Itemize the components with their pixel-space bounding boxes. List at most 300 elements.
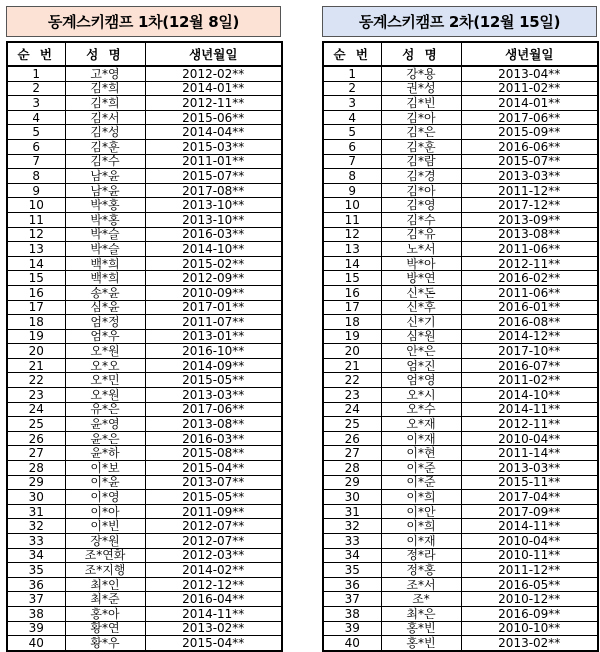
cell-name: 박*슬 bbox=[65, 227, 145, 242]
table-row bbox=[323, 125, 598, 140]
cell-birthdate: 2012-12** bbox=[145, 577, 282, 592]
table-row bbox=[323, 315, 598, 330]
table-row bbox=[7, 606, 282, 621]
cell-birthdate: 2014-04** bbox=[145, 125, 282, 140]
cell-birthdate: 2011-09** bbox=[145, 504, 282, 519]
cell-name: 김*수 bbox=[65, 154, 145, 169]
cell-number: 26 bbox=[323, 431, 381, 446]
cell-name: 유*은 bbox=[65, 402, 145, 417]
table-row bbox=[7, 592, 282, 607]
cell-name: 송*윤 bbox=[65, 285, 145, 300]
cell-name: 최*인 bbox=[65, 577, 145, 592]
cell-birthdate: 2015-06** bbox=[145, 110, 282, 125]
cell-name: 김*훈 bbox=[381, 139, 461, 154]
cell-name: 김*빈 bbox=[381, 96, 461, 111]
cell-name: 김*성 bbox=[65, 125, 145, 140]
cell-name: 이*윤 bbox=[65, 475, 145, 490]
cell-number: 24 bbox=[7, 402, 65, 417]
cell-birthdate: 2015-04** bbox=[145, 636, 282, 651]
cell-birthdate: 2016-04** bbox=[145, 592, 282, 607]
table-row bbox=[323, 446, 598, 461]
cell-birthdate: 2014-12** bbox=[461, 329, 598, 344]
header-number: 순 번 bbox=[323, 42, 381, 66]
header-name: 성 명 bbox=[65, 42, 145, 66]
cell-birthdate: 2010-11** bbox=[461, 548, 598, 563]
cell-birthdate: 2015-07** bbox=[461, 154, 598, 169]
cell-name: 오*재 bbox=[381, 417, 461, 432]
cell-name: 박*홍 bbox=[65, 198, 145, 213]
cell-birthdate: 2011-02** bbox=[461, 373, 598, 388]
table-row bbox=[323, 621, 598, 636]
cell-birthdate: 2011-12** bbox=[461, 183, 598, 198]
table-row bbox=[323, 256, 598, 271]
table-row bbox=[7, 402, 282, 417]
cell-name: 홍*빈 bbox=[381, 636, 461, 651]
cell-number: 22 bbox=[323, 373, 381, 388]
cell-birthdate: 2012-07** bbox=[145, 519, 282, 534]
cell-number: 10 bbox=[7, 198, 65, 213]
table-row bbox=[7, 636, 282, 651]
cell-name: 박*홍 bbox=[65, 212, 145, 227]
cell-number: 16 bbox=[323, 285, 381, 300]
cell-birthdate: 2013-10** bbox=[145, 212, 282, 227]
cell-number: 9 bbox=[323, 183, 381, 198]
cell-name: 엄*정 bbox=[65, 315, 145, 330]
cell-birthdate: 2010-04** bbox=[461, 534, 598, 549]
cell-birthdate: 2016-08** bbox=[461, 315, 598, 330]
cell-name: 윤*하 bbox=[65, 446, 145, 461]
cell-birthdate: 2017-01** bbox=[145, 300, 282, 315]
cell-birthdate: 2011-01** bbox=[145, 154, 282, 169]
cell-birthdate: 2013-08** bbox=[461, 227, 598, 242]
cell-number: 13 bbox=[7, 242, 65, 257]
table-row bbox=[323, 373, 598, 388]
cell-number: 11 bbox=[7, 212, 65, 227]
cell-birthdate: 2012-02** bbox=[145, 66, 282, 81]
cell-number: 36 bbox=[7, 577, 65, 592]
cell-number: 6 bbox=[323, 139, 381, 154]
cell-name: 엄*진 bbox=[381, 358, 461, 373]
header-birthdate: 생년월일 bbox=[461, 42, 598, 66]
cell-birthdate: 2012-07** bbox=[145, 534, 282, 549]
table-row bbox=[7, 490, 282, 505]
cell-birthdate: 2016-03** bbox=[145, 227, 282, 242]
table-row bbox=[7, 519, 282, 534]
cell-number: 17 bbox=[323, 300, 381, 315]
cell-number: 4 bbox=[323, 110, 381, 125]
cell-number: 21 bbox=[323, 358, 381, 373]
cell-number: 27 bbox=[323, 446, 381, 461]
cell-number: 30 bbox=[7, 490, 65, 505]
cell-name: 김*서 bbox=[65, 110, 145, 125]
cell-number: 34 bbox=[7, 548, 65, 563]
cell-number: 2 bbox=[7, 81, 65, 96]
cell-name: 오*시 bbox=[381, 388, 461, 403]
cell-number: 38 bbox=[323, 606, 381, 621]
cell-number: 4 bbox=[7, 110, 65, 125]
cell-number: 12 bbox=[7, 227, 65, 242]
cell-number: 28 bbox=[323, 461, 381, 476]
cell-name: 박*슬 bbox=[65, 242, 145, 257]
cell-number: 25 bbox=[7, 417, 65, 432]
cell-birthdate: 2013-04** bbox=[461, 66, 598, 81]
table-row bbox=[323, 548, 598, 563]
cell-name: 조*서 bbox=[381, 577, 461, 592]
table-row bbox=[323, 490, 598, 505]
cell-birthdate: 2012-11** bbox=[461, 256, 598, 271]
cell-name: 최*은 bbox=[381, 606, 461, 621]
table-row bbox=[323, 183, 598, 198]
cell-birthdate: 2015-09** bbox=[461, 125, 598, 140]
cell-name: 엄*우 bbox=[65, 329, 145, 344]
cell-number: 31 bbox=[323, 504, 381, 519]
header-birthdate: 생년월일 bbox=[145, 42, 282, 66]
cell-name: 김*유 bbox=[381, 227, 461, 242]
cell-name: 이*재 bbox=[381, 534, 461, 549]
cell-birthdate: 2017-10** bbox=[461, 344, 598, 359]
cell-number: 38 bbox=[7, 606, 65, 621]
cell-birthdate: 2017-08** bbox=[145, 183, 282, 198]
table-row bbox=[323, 81, 598, 96]
table-row bbox=[323, 388, 598, 403]
cell-number: 17 bbox=[7, 300, 65, 315]
cell-number: 20 bbox=[323, 344, 381, 359]
table-row bbox=[323, 300, 598, 315]
cell-number: 3 bbox=[323, 96, 381, 111]
table-row bbox=[323, 519, 598, 534]
cell-number: 18 bbox=[7, 315, 65, 330]
table-row bbox=[7, 96, 282, 111]
cell-name: 윤*영 bbox=[65, 417, 145, 432]
cell-birthdate: 2011-14** bbox=[461, 446, 598, 461]
table-row bbox=[7, 373, 282, 388]
cell-number: 14 bbox=[323, 256, 381, 271]
round-1-header-row bbox=[7, 42, 282, 66]
cell-birthdate: 2010-12** bbox=[461, 592, 598, 607]
table-row bbox=[7, 577, 282, 592]
cell-birthdate: 2014-11** bbox=[145, 606, 282, 621]
table-row bbox=[7, 125, 282, 140]
table-row bbox=[323, 563, 598, 578]
cell-number: 20 bbox=[7, 344, 65, 359]
cell-number: 9 bbox=[7, 183, 65, 198]
cell-name: 오*수 bbox=[381, 402, 461, 417]
table-row bbox=[7, 110, 282, 125]
cell-name: 이*희 bbox=[381, 490, 461, 505]
cell-name: 이*안 bbox=[381, 504, 461, 519]
cell-birthdate: 2014-01** bbox=[145, 81, 282, 96]
table-row bbox=[7, 169, 282, 184]
cell-number: 37 bbox=[323, 592, 381, 607]
cell-name: 이*빈 bbox=[65, 519, 145, 534]
cell-number: 8 bbox=[323, 169, 381, 184]
cell-number: 37 bbox=[7, 592, 65, 607]
cell-name: 남*윤 bbox=[65, 169, 145, 184]
cell-name: 이*준 bbox=[381, 461, 461, 476]
cell-number: 13 bbox=[323, 242, 381, 257]
cell-name: 김*훈 bbox=[65, 139, 145, 154]
cell-birthdate: 2016-10** bbox=[145, 344, 282, 359]
cell-number: 8 bbox=[7, 169, 65, 184]
cell-number: 36 bbox=[323, 577, 381, 592]
table-row bbox=[323, 534, 598, 549]
table-row bbox=[7, 271, 282, 286]
table-row bbox=[323, 504, 598, 519]
cell-birthdate: 2013-01** bbox=[145, 329, 282, 344]
cell-number: 19 bbox=[323, 329, 381, 344]
cell-birthdate: 2013-08** bbox=[145, 417, 282, 432]
cell-number: 7 bbox=[7, 154, 65, 169]
cell-number: 26 bbox=[7, 431, 65, 446]
cell-number: 15 bbox=[7, 271, 65, 286]
cell-birthdate: 2016-09** bbox=[461, 606, 598, 621]
table-row bbox=[7, 227, 282, 242]
cell-birthdate: 2017-12** bbox=[461, 198, 598, 213]
table-row bbox=[7, 81, 282, 96]
cell-birthdate: 2014-10** bbox=[461, 388, 598, 403]
round-1-table-body bbox=[7, 66, 282, 651]
cell-birthdate: 2015-08** bbox=[145, 446, 282, 461]
cell-birthdate: 2013-03** bbox=[461, 169, 598, 184]
table-row bbox=[323, 139, 598, 154]
cell-birthdate: 2016-03** bbox=[145, 431, 282, 446]
table-row bbox=[7, 358, 282, 373]
cell-number: 34 bbox=[323, 548, 381, 563]
cell-name: 박*아 bbox=[381, 256, 461, 271]
round-2-table bbox=[322, 41, 599, 652]
camp-round-1-panel bbox=[6, 6, 281, 652]
table-row bbox=[323, 271, 598, 286]
cell-number: 29 bbox=[7, 475, 65, 490]
cell-name: 신*후 bbox=[381, 300, 461, 315]
cell-birthdate: 2017-06** bbox=[145, 402, 282, 417]
table-row bbox=[323, 66, 598, 81]
cell-name: 이*영 bbox=[65, 490, 145, 505]
cell-name: 조*지행 bbox=[65, 563, 145, 578]
cell-number: 39 bbox=[7, 621, 65, 636]
table-row bbox=[323, 431, 598, 446]
cell-name: 백*희 bbox=[65, 271, 145, 286]
table-row bbox=[7, 183, 282, 198]
cell-birthdate: 2013-02** bbox=[145, 621, 282, 636]
table-row bbox=[7, 139, 282, 154]
cell-number: 12 bbox=[323, 227, 381, 242]
cell-name: 오*민 bbox=[65, 373, 145, 388]
cell-birthdate: 2011-06** bbox=[461, 285, 598, 300]
cell-number: 40 bbox=[323, 636, 381, 651]
table-row bbox=[7, 431, 282, 446]
cell-name: 백*희 bbox=[65, 256, 145, 271]
cell-name: 정*홍 bbox=[381, 563, 461, 578]
cell-name: 방*연 bbox=[381, 271, 461, 286]
cell-number: 23 bbox=[323, 388, 381, 403]
cell-number: 19 bbox=[7, 329, 65, 344]
cell-name: 강*용 bbox=[381, 66, 461, 81]
table-row bbox=[323, 242, 598, 257]
cell-name: 김*은 bbox=[381, 125, 461, 140]
cell-name: 장*원 bbox=[65, 534, 145, 549]
cell-birthdate: 2015-03** bbox=[145, 139, 282, 154]
cell-birthdate: 2015-04** bbox=[145, 461, 282, 476]
table-row bbox=[7, 388, 282, 403]
table-row bbox=[323, 96, 598, 111]
header-number: 순 번 bbox=[7, 42, 65, 66]
cell-birthdate: 2017-09** bbox=[461, 504, 598, 519]
cell-birthdate: 2015-02** bbox=[145, 256, 282, 271]
cell-number: 18 bbox=[323, 315, 381, 330]
header-name: 성 명 bbox=[381, 42, 461, 66]
table-row bbox=[323, 417, 598, 432]
table-row bbox=[7, 212, 282, 227]
cell-birthdate: 2013-07** bbox=[145, 475, 282, 490]
table-row bbox=[323, 577, 598, 592]
cell-number: 28 bbox=[7, 461, 65, 476]
cell-name: 이*현 bbox=[381, 446, 461, 461]
cell-birthdate: 2015-11** bbox=[461, 475, 598, 490]
cell-number: 33 bbox=[7, 534, 65, 549]
cell-birthdate: 2017-06** bbox=[461, 110, 598, 125]
cell-birthdate: 2014-11** bbox=[461, 402, 598, 417]
table-row bbox=[323, 636, 598, 651]
cell-number: 21 bbox=[7, 358, 65, 373]
cell-name: 이*아 bbox=[65, 504, 145, 519]
cell-birthdate: 2014-09** bbox=[145, 358, 282, 373]
table-row bbox=[7, 548, 282, 563]
cell-name: 오*원 bbox=[65, 388, 145, 403]
cell-name: 고*영 bbox=[65, 66, 145, 81]
cell-birthdate: 2012-11** bbox=[461, 417, 598, 432]
cell-name: 심*원 bbox=[381, 329, 461, 344]
cell-number: 33 bbox=[323, 534, 381, 549]
table-row bbox=[323, 475, 598, 490]
cell-number: 5 bbox=[7, 125, 65, 140]
cell-birthdate: 2016-07** bbox=[461, 358, 598, 373]
cell-name: 신*기 bbox=[381, 315, 461, 330]
cell-name: 오*원 bbox=[65, 344, 145, 359]
cell-birthdate: 2015-05** bbox=[145, 373, 282, 388]
cell-birthdate: 2013-10** bbox=[145, 198, 282, 213]
cell-name: 김*경 bbox=[381, 169, 461, 184]
cell-birthdate: 2012-11** bbox=[145, 96, 282, 111]
cell-name: 신*돈 bbox=[381, 285, 461, 300]
round-2-title: 동계스키캠프 2차(12월 15일) bbox=[322, 6, 597, 37]
cell-name: 김*수 bbox=[381, 212, 461, 227]
cell-name: 김*영 bbox=[381, 198, 461, 213]
cell-number: 31 bbox=[7, 504, 65, 519]
cell-name: 홍*아 bbox=[65, 606, 145, 621]
cell-number: 32 bbox=[323, 519, 381, 534]
cell-birthdate: 2010-10** bbox=[461, 621, 598, 636]
cell-name: 최*준 bbox=[65, 592, 145, 607]
cell-name: 황*연 bbox=[65, 621, 145, 636]
cell-number: 23 bbox=[7, 388, 65, 403]
cell-birthdate: 2014-01** bbox=[461, 96, 598, 111]
cell-number: 14 bbox=[7, 256, 65, 271]
table-row bbox=[7, 563, 282, 578]
cell-name: 조*연화 bbox=[65, 548, 145, 563]
cell-name: 황*우 bbox=[65, 636, 145, 651]
cell-name: 이*희 bbox=[381, 519, 461, 534]
cell-birthdate: 2014-02** bbox=[145, 563, 282, 578]
cell-name: 조* bbox=[381, 592, 461, 607]
table-row bbox=[7, 417, 282, 432]
cell-birthdate: 2010-09** bbox=[145, 285, 282, 300]
table-row bbox=[7, 285, 282, 300]
table-row bbox=[7, 154, 282, 169]
cell-birthdate: 2015-07** bbox=[145, 169, 282, 184]
cell-name: 안*은 bbox=[381, 344, 461, 359]
cell-number: 39 bbox=[323, 621, 381, 636]
cell-number: 22 bbox=[7, 373, 65, 388]
table-row bbox=[7, 621, 282, 636]
table-row bbox=[323, 110, 598, 125]
cell-birthdate: 2012-09** bbox=[145, 271, 282, 286]
table-row bbox=[323, 285, 598, 300]
cell-name: 김*아 bbox=[381, 110, 461, 125]
cell-number: 6 bbox=[7, 139, 65, 154]
table-row bbox=[7, 300, 282, 315]
cell-number: 15 bbox=[323, 271, 381, 286]
cell-birthdate: 2016-01** bbox=[461, 300, 598, 315]
cell-birthdate: 2011-06** bbox=[461, 242, 598, 257]
cell-number: 10 bbox=[323, 198, 381, 213]
cell-name: 정*라 bbox=[381, 548, 461, 563]
table-row bbox=[7, 504, 282, 519]
cell-birthdate: 2010-04** bbox=[461, 431, 598, 446]
cell-number: 35 bbox=[323, 563, 381, 578]
cell-number: 16 bbox=[7, 285, 65, 300]
table-row bbox=[7, 344, 282, 359]
cell-name: 엄*영 bbox=[381, 373, 461, 388]
cell-birthdate: 2011-02** bbox=[461, 81, 598, 96]
cell-number: 25 bbox=[323, 417, 381, 432]
cell-number: 3 bbox=[7, 96, 65, 111]
round-2-table-body bbox=[323, 66, 598, 651]
round-1-title: 동계스키캠프 1차(12월 8일) bbox=[6, 6, 281, 37]
cell-birthdate: 2014-10** bbox=[145, 242, 282, 257]
camp-round-2-panel bbox=[322, 6, 597, 652]
cell-birthdate: 2013-09** bbox=[461, 212, 598, 227]
cell-name: 김*희 bbox=[65, 96, 145, 111]
cell-number: 11 bbox=[323, 212, 381, 227]
cell-name: 이*준 bbox=[381, 475, 461, 490]
cell-number: 1 bbox=[7, 66, 65, 81]
cell-name: 노*서 bbox=[381, 242, 461, 257]
cell-birthdate: 2013-03** bbox=[461, 461, 598, 476]
cell-number: 24 bbox=[323, 402, 381, 417]
cell-name: 김*람 bbox=[381, 154, 461, 169]
cell-name: 권*성 bbox=[381, 81, 461, 96]
table-row bbox=[7, 256, 282, 271]
cell-name: 김*희 bbox=[65, 81, 145, 96]
table-row bbox=[7, 446, 282, 461]
table-row bbox=[323, 227, 598, 242]
table-row bbox=[323, 212, 598, 227]
cell-name: 이*재 bbox=[381, 431, 461, 446]
table-row bbox=[323, 461, 598, 476]
table-row bbox=[323, 402, 598, 417]
cell-number: 30 bbox=[323, 490, 381, 505]
round-1-table bbox=[6, 41, 283, 652]
table-row bbox=[323, 198, 598, 213]
cell-birthdate: 2017-04** bbox=[461, 490, 598, 505]
table-row bbox=[323, 169, 598, 184]
table-row bbox=[7, 315, 282, 330]
cell-birthdate: 2011-07** bbox=[145, 315, 282, 330]
table-row bbox=[323, 358, 598, 373]
cell-birthdate: 2016-05** bbox=[461, 577, 598, 592]
cell-number: 29 bbox=[323, 475, 381, 490]
